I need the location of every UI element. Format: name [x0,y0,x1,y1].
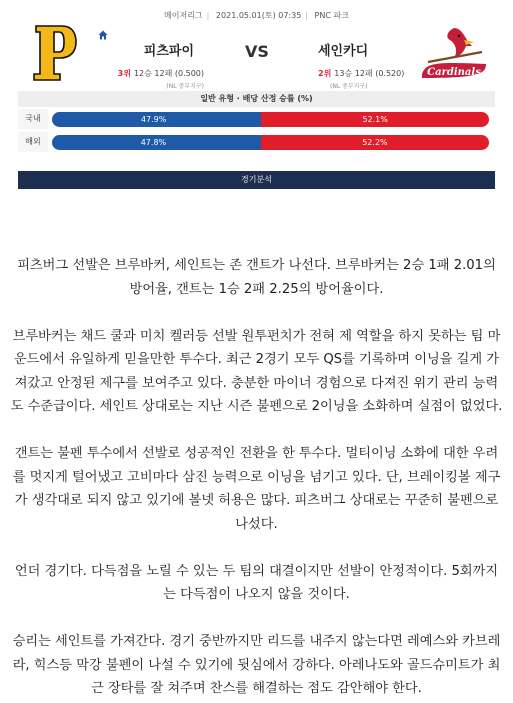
away-team-winloss: 13승 12패 (0.520) [334,69,405,78]
venue-label: PNC 파크 [314,11,349,20]
home-probability: 47.8% [52,135,261,150]
analysis-content [10,254,503,701]
home-icon [98,30,108,40]
home-team-record [104,68,204,79]
away-probability: 52.1% [261,112,489,127]
home-team-rank: 3위 [117,69,131,78]
home-probability: 47.9% [52,112,261,127]
stats-row-overseas [18,132,495,152]
match-meta: 메이저리그 | 2021.05.01(토) 07:35 | PNC 파크 [164,11,349,20]
match-datetime: 2021.05.01(토) 07:35 [215,11,302,20]
analysis-paragraph: 브루바커는 채드 쿨과 미치 켈러등 선발 원투펀치가 전혀 제 역할을 하지 못하는 팀 마운드에서 유일하게 믿을만한 투수다. 최근 2경기 모두 QS를 기록하며 이닝을 길게 가져갔고 안정된 제구를 보여주고 있다. 충분한 마이너 경험으로 다져진 위기 관리 능력도 수준급이다. 세인트 상대로는 지난 시즌 불펜으로 2이닝을 소화하며 실점이 없었다. [10,328,503,414]
win-probability-title: 일반 유형 · 배당 산정 승률 (%) [18,91,495,107]
away-team-name: 세인카디 [318,44,369,59]
analysis-paragraph: 갠트는 불펜 투수에서 선발로 성공적인 전환을 한 투수다. 멀티이닝 소화에 대한 우려를 멋지게 털어냈고 고비마다 삼진 능력으로 이닝을 넘기고 있다. 단, 브레이킹볼 제구가 생각대로 되지 않고 있기에 볼넷 허용은 많다. 피츠버그 상대로는 꾸준히 불펜으로 나섰다. [12,446,501,532]
away-team-rank: 2위 [318,69,332,78]
stats-row-domestic [18,109,495,129]
away-probability: 52.2% [261,135,489,150]
home-team-division: (NL 중부지구) [166,83,204,90]
probability-bar [52,135,489,150]
win-probability-table [18,91,495,155]
vs-label: VS [245,42,269,61]
svg-text:Cardinals: Cardinals [427,67,481,78]
probability-bar [52,112,489,127]
home-team-winloss: 12승 12패 (0.500) [133,69,204,78]
pirates-logo [32,22,78,84]
home-team-name: 피츠파이 [143,44,194,59]
analysis-title-bar: 경기분석 [18,171,495,189]
cardinals-logo [416,22,492,84]
row-label: 해외 [18,132,48,152]
analysis-paragraph: 승리는 세인트를 가져간다. 경기 중반까지만 리드를 내주지 않는다면 레예스와 카브레라, 힉스등 막강 불펜이 나설 수 있기에 뒷심에서 강하다. 아레나도와 골드슈미트가 최근 장타를 잘 쳐주며 찬스를 해결하는 점도 감안해야 한다. [12,634,501,696]
away-team-division: (NL 중부지구) [330,83,368,90]
match-header [18,0,495,195]
analysis-paragraph: 언더 경기다. 다득점을 노릴 수 있는 두 팀의 대결이지만 선발이 안정적이다. 5회까지는 다득점이 나오지 않을 것이다. [14,563,499,602]
league-label: 메이저리그 [164,11,203,20]
away-team-record [318,68,428,79]
row-label: 국내 [18,109,48,129]
analysis-paragraph: 피츠버그 선발은 브루바커, 세인트는 존 갠트가 나선다. 브루바커는 2승 1패 2.01의 방어율, 갠트는 1승 2패 2.25의 방어율이다. [17,258,496,297]
